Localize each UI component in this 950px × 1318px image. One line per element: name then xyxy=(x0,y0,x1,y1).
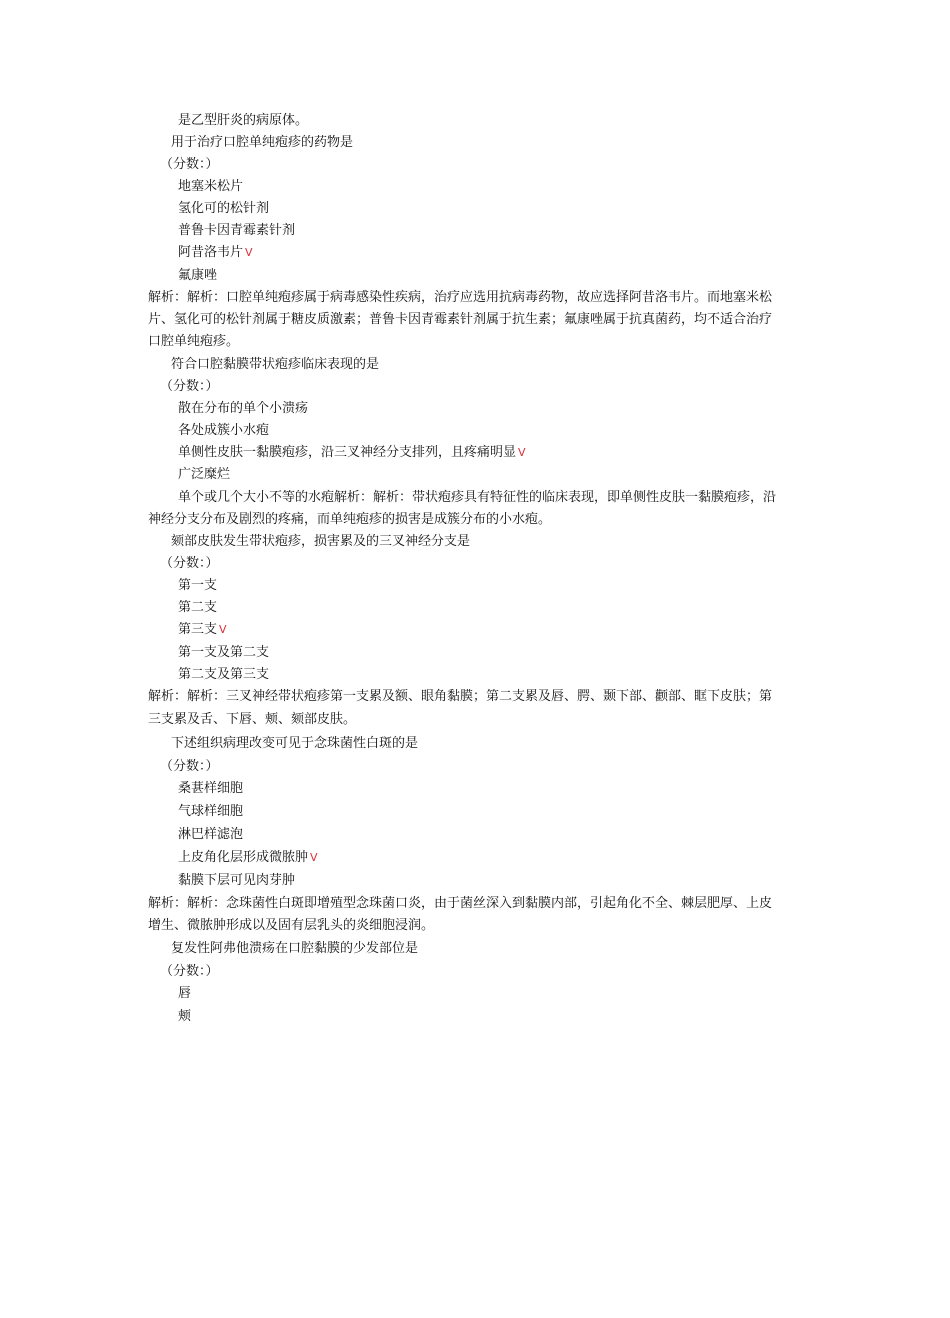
option-correct xyxy=(178,444,526,462)
option: 各处成簇小水疱 xyxy=(178,423,270,438)
option: 第二支 xyxy=(178,600,218,615)
question-stem: 符合口腔黏膜带状疱疹临床表现的是 xyxy=(171,357,380,372)
option: 第一支及第二支 xyxy=(178,645,270,660)
option-text: 第三支 xyxy=(178,622,218,637)
option-correct xyxy=(178,621,227,639)
analysis-line: 神经分支分布及剧烈的疼痛，而单纯疱疹的损害是成簇分布的小水疱。 xyxy=(148,512,552,527)
question-stem: 用于治疗口腔单纯疱疹的药物是 xyxy=(171,135,354,150)
option-text: 阿昔洛韦片 xyxy=(178,245,244,260)
question-stem: 颏部皮肤发生带状疱疹，损害累及的三叉神经分支是 xyxy=(171,534,471,549)
option: 桑葚样细胞 xyxy=(178,781,244,796)
option-text: 上皮角化层形成微脓肿 xyxy=(178,850,309,865)
option: 黏膜下层可见肉芽肿 xyxy=(178,873,296,888)
option: 第二支及第三支 xyxy=(178,667,270,682)
analysis-line: 片、氢化可的松针剂属于糖皮质激素；普鲁卡因青霉素针剂属于抗生素；氟康唑属于抗真菌药，均不适合治疗 xyxy=(148,312,773,327)
correct-mark: V xyxy=(219,623,227,636)
correct-mark: V xyxy=(518,446,526,459)
option-correct xyxy=(178,244,253,262)
option: 广泛糜烂 xyxy=(178,467,231,482)
option: 普鲁卡因青霉素针剂 xyxy=(178,223,296,238)
analysis-line: 解析：解析：口腔单纯疱疹属于病毒感染性疾病，治疗应选用抗病毒药物，故应选择阿昔洛韦片。而地塞米松 xyxy=(148,290,773,305)
option: 散在分布的单个小溃疡 xyxy=(178,401,309,416)
analysis-line: 解析：解析：三叉神经带状疱疹第一支累及额、眼角黏膜；第二支累及唇、腭、颞下部、颧部、眶下皮肤；第 xyxy=(148,689,773,704)
option: 淋巴样滤泡 xyxy=(178,827,244,842)
score-label: （分数：） xyxy=(160,556,219,571)
score-label: （分数：） xyxy=(160,157,219,172)
analysis-line: 口腔单纯疱疹。 xyxy=(148,334,240,349)
option: 地塞米松片 xyxy=(178,179,244,194)
score-label: （分数：） xyxy=(160,379,219,394)
option: 气球样细胞 xyxy=(178,804,244,819)
correct-mark: V xyxy=(310,851,318,864)
option-text: 单侧性皮肤一黏膜疱疹，沿三叉神经分支排列，且疼痛明显 xyxy=(178,445,517,460)
option: 第一支 xyxy=(178,578,218,593)
analysis-line: 三支累及舌、下唇、颊、颏部皮肤。 xyxy=(148,712,357,727)
option: 氟康唑 xyxy=(178,268,218,283)
option: 唇 xyxy=(178,986,192,1001)
option-correct xyxy=(178,849,318,867)
analysis-line: 增生、微脓肿形成以及固有层乳头的炎细胞浸润。 xyxy=(148,918,435,933)
analysis-line: 解析：解析：念珠菌性白斑即增殖型念珠菌口炎，由于菌丝深入到黏膜内部，引起角化不全、棘层肥厚、上皮 xyxy=(148,896,773,911)
score-label: （分数：） xyxy=(160,759,219,774)
option: 氢化可的松针剂 xyxy=(178,201,270,216)
question-stem: 复发性阿弗他溃疡在口腔黏膜的少发部位是 xyxy=(171,941,419,956)
correct-mark: V xyxy=(245,246,253,259)
option: 单个或几个大小不等的水疱解析：解析：带状疱疹具有特征性的临床表现，即单侧性皮肤一黏膜疱疹，沿 xyxy=(178,490,777,505)
score-label: （分数：） xyxy=(160,964,219,979)
lead-line: 是乙型肝炎的病原体。 xyxy=(178,113,309,128)
option: 颊 xyxy=(178,1009,192,1024)
question-stem: 下述组织病理改变可见于念珠菌性白斑的是 xyxy=(171,736,419,751)
